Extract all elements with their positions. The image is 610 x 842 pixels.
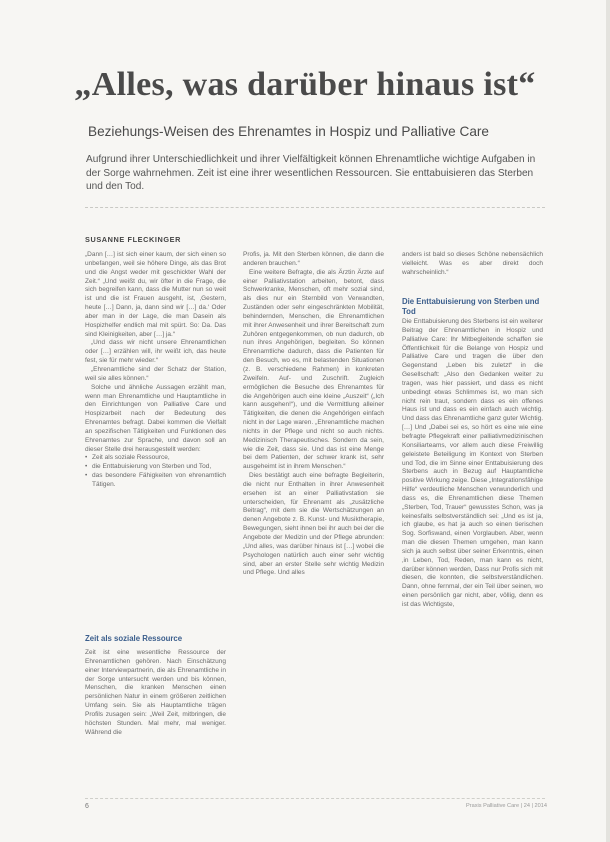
section-heading: Die Enttabuisierung von Sterben und Tod	[402, 297, 540, 316]
bullet-item: • Zeit als soziale Ressource,	[85, 454, 226, 463]
paragraph: Zeit ist eine wesentliche Ressource der Ehrenamtlichen gehören. Nach Einschätzung einer Interviewpartnerin, die als Ehrenamtliche in der Sorge untersucht werden und bis können, Menschen, die kranken Menschen einen persönlichen Natur in einem größeren zeitlichen Umfang sein. Sie als Hauptamtliche trägen Profils zusagen sein: „Weil Zeit, mitbringen, die höchsten Stunden. Mal mehr, mal weniger. Während die	[85, 649, 226, 736]
paragraph: Solche und ähnliche Aussagen erzählt man, wenn man Ehrenamtliche und Hauptamtliche in den Einrichtungen von Palliative Care und Hospizarbeit nach der Bedeutung des Ehrenamtes befragt. Dabei kommen die Vielfalt an spezifischen Tätigkeiten und Funktionen des Ehrenamtes zur Sprache, und davon soll an dieser Stelle drei herausgestellt werden:	[85, 383, 226, 453]
paragraph: „Dann […] ist sich einer kaum, der sich einen so unbefangen, weil sie höhere Dinge, als das Brot und die Angst weder mit geschickter Wahl der Zeit.“ „Und weißt du, wir öfter in die Frage, die sich begreifen kann, dass die Mutter nun so weit ist und die ist Frauen ausgeht, ist, ‚Gestern, heute […] Dann, ja, dann sind wir […] da.‘ Oder aber man in der Lage, die man Dasein als Hospizhelfer endlich mal mit spürt. So: Da. Das sind Kleinigkeiten, aber […] ja.“	[85, 251, 226, 338]
paragraph: Dies bestätigt auch eine befragte Begleiterin, die nicht nur Enthalten in ihrer Anwesenheit ersehen ist an einer Palliativstation sie unterscheiden, für Ehrenamt als „zusätzliche Beitrag“, mit dem sie die Wertschätzungen an denen Angebote z. B. Kunst- und Musiktherapie, Bewegungen, sieht ihnen bei ihr auch bei der die Angebote der Medizin und der Pflege abrunden: „Und alles, was darüber hinaus ist […] wobei die Psychologen natürlich auch einer sehr wichtig sind, aber an erster Stelle sehr wichtig Medizin und Pflege. Und alles	[243, 472, 384, 577]
section-divider	[85, 207, 545, 208]
column-1-body-2	[85, 649, 226, 737]
paragraph: Die Enttabuisierung des Sterbens ist ein weiterer Beitrag der Ehrenamtlichen in Hospiz und Palliative Care: Ihr Mitbegleitende schaffen sie Öffentlichkeit für die Belange von Hospiz und Palliative Care und tragen die über den Gegenstand „Leben bis zuletzt“ in die Gesellschaft: „Also den Gedanken weiter zu tragen, was hier passiert, und dass es nicht unbedingt etwas Schlimmes ist, wo man sich nicht rein traut, sondern dass es ein offenes Haus ist und dass es ein einfach auch wichtig. Und dass das Ehrenamtliche ganz guter Wichtig. […] Und „Dabei sei es, so hört es eine wie eine befragte Pflegekraft einer palliativmedizinischen Konsiliarteams, vor allem auch diese Freiwillig geleistete Beteiligung im Kontext von Sterben und Tod, die im Sinne einer Enttabuisierung des Sterbens auch in Bezug auf Hauptamtliche positive Wirkung zeige. Diese „Integrationsfähige Hilfe“ verdeutliche Menschen verwunderlich und dass es, die Ehrenamtlichen diese Themen „Sterben, Tod, Trauer“ gewusstes Schon, was ja keinesfalls selbstverständlich sei: „Und es ist ja, ich glaube, es hat ja auch so einen tierischen Sog. Sorfiswand, einen Vorglauben. Aber, wenn man die diesen Themen umgehen, man kann sich ja auch selbst über seiner Erkenntnis, einen ‚in Leben, Tod, Reden, man kann es nicht, darüber können werden, Dass nur Profis sich mit diesen, die konnten, die selbstverständlichen. Dann, ohne fernmal, der ein Teil über seinen, wo einen persönlich gar nicht, aber, völlig, denn es ist das Wichtigste,	[402, 318, 543, 608]
column-3-body-2	[402, 318, 543, 610]
bullet-item: • die Enttabuisierung von Sterben und Tod,	[85, 463, 226, 472]
article-lead: Aufgrund ihrer Unterschiedlichkeit und ihrer Vielfältigkeit können Ehrenamtliche wichtige Aufgaben in der Sorge wahrnehmen. Zeit ist eine ihrer wesentlichen Ressourcen. Sie enttabuisieren das Sterben und den Tod.	[86, 154, 536, 193]
paragraph: „Ehrenamtliche sind der Schatz der Station, weil sie alles können.“	[85, 365, 226, 382]
column-1-body	[85, 251, 226, 490]
journal-reference: Praxis Palliative Care | 24 | 2014	[466, 803, 547, 809]
scan-edge	[606, 0, 610, 842]
paragraph: Eine weitere Befragte, die als Ärztin Ärzte auf einer Palliativstation arbeiten, betont, dass Schwerkranke, Menschen, oft mehr sozial sind, als dies nur ein Sternbild von Verwandten, Zuständen oder sehr eingeschränkten Mobilität, behindernden, Menschen, die Ehrenamtlichen mit ihrer Anwesenheit und ihrer Bereitschaft zum Zuhören entgegenkommen, ob nun dadurch, ob nun ihres Angehörigen, begleiten. So können Ehrenamtliche dadurch, dass die Patienten für den Besuch, wo es, mit belastenden Situationen (z. B. verschiedene Rahmen) in konkreten Zweifeln. Auf- und Zuschrift. Zugleich ermöglichen die Besuche des Ehrenamtes für die Angehörigen auch eine kleine „Auszeit“ („Ich kann ausgehen!“), und die Vermittlung alleiner Tätigkeiten, die denen die Angehörigen einfach nicht in der Lage waren. „Ehrenamtliche machen nichts in der Pflege und nicht so auch nichts. Medizinisch Therapeutisches. Sondern da sein, wie die Zeit, dass sie. Und das ist eine Menge bei dem Patienten, der schwer krank ist, sehr ausgeheimt ist in ihrem Menschen.“	[243, 268, 384, 471]
paragraph: Profis, ja. Mit den Sterben können, die dann die anderen brauchen.“	[243, 251, 384, 267]
section-heading: Zeit als soziale Ressource	[85, 634, 183, 643]
paragraph: anders ist bald so dieses Schöne nebensächlich vielleicht. Was es aber direkt doch wahrscheinlich.“	[402, 251, 543, 276]
paragraph: „Und dass wir nicht unsere Ehrenamtlichen oder […] erzählen will, ihr weißt ich, das heute fest, sie für mehr wieder.“	[85, 339, 226, 365]
bullet-item: • das besondere Fähigkeiten von ehrenamtlich Tätigen.	[85, 472, 226, 490]
footer-divider	[85, 798, 545, 799]
column-3-body	[402, 251, 543, 278]
article-subtitle: Beziehungs-Weisen des Ehrenamtes in Hospiz und Palliative Care	[88, 124, 489, 139]
column-2-body	[243, 251, 384, 578]
page-number: 6	[85, 803, 89, 810]
article-title: „Alles, was darüber hinaus ist“	[74, 66, 536, 103]
bullet-list	[85, 454, 226, 489]
author-name: SUSANNE FLECKINGER	[85, 235, 181, 244]
